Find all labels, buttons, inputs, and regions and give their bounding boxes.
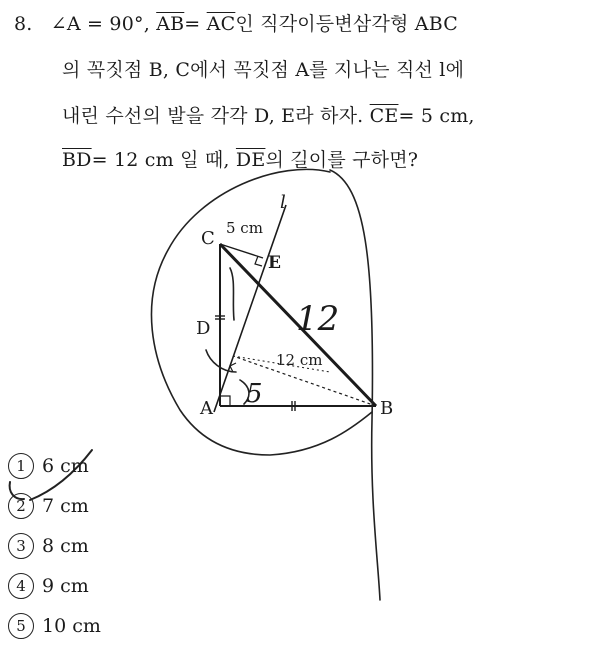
hypotenuse-bc [220,244,376,406]
segment-ac: $\overline{AC}$ [206,13,236,35]
vertex-b-label: B [380,398,394,419]
segment-de: $\overline{DE}$ [235,149,266,171]
point-d-label: D [196,318,211,339]
handwritten-twelve: 12 [296,299,340,339]
segment-ce-line [220,244,263,258]
pencil-curve-right [330,170,380,600]
pencil-loop [151,169,372,455]
answer-choices [8,446,101,646]
choice-number-1: 1 [8,453,34,479]
ce-length-label: 5 cm [226,219,263,237]
choice-number-4: 4 [8,573,34,599]
choice-number-2: 2 [8,493,34,519]
question-line-2: 의 꼭짓점 B, C에서 꼭짓점 A를 지나는 직선 l에 [62,59,465,81]
choice-2[interactable] [8,486,101,526]
right-angle-e [255,256,262,266]
segment-ab: $\overline{AB}$ [156,13,185,35]
segment-bd: $\overline{BD}$ [62,149,92,171]
question-ask: 의 길이를 구하면? [265,149,419,171]
question-line-4 [62,148,418,172]
choice-text-2: 7 cm [42,495,89,517]
bd-length: = 12 cm 일 때, [91,149,230,171]
segment-bd-line [233,356,376,406]
pencil-arc-a [206,350,236,372]
question-line-1 [14,12,458,36]
choice-4[interactable] [8,566,101,606]
line-l [214,205,286,412]
perpendicular-description: 내린 수선의 발을 각각 D, E라 하자. [62,105,364,127]
choice-number-3: 3 [8,533,34,559]
right-angle-a [220,396,230,406]
question-number: 8. [14,13,33,35]
choice-number-5: 5 [8,613,34,639]
right-angle-d [230,363,236,372]
segment-ce: $\overline{CE}$ [369,105,399,127]
angle-condition: ∠A = 90°, [50,13,150,35]
bd-length-label: 12 cm [276,351,323,369]
pencil-arc-b [240,380,249,404]
choice-text-5: 10 cm [42,615,101,637]
equals-sign: = [184,13,201,35]
choice-text-4: 9 cm [42,575,89,597]
choice-text-1: 6 cm [42,455,89,477]
triangle-description: 인 직각이등변삼각형 ABC [235,13,458,35]
point-e-label: E [268,253,281,273]
vertex-c-label: C [201,228,215,249]
choice-text-3: 8 cm [42,535,89,557]
choice-3[interactable] [8,526,101,566]
question-line-3 [62,104,475,128]
handwritten-five: 5 [246,379,263,409]
pencil-tick [230,268,234,320]
choice-5[interactable] [8,606,101,646]
ce-length: = 5 cm, [398,105,475,127]
vertex-a-label: A [200,398,213,419]
guide-dotted [233,356,330,372]
line-l-label: l [280,192,286,213]
choice-1[interactable] [8,446,101,486]
